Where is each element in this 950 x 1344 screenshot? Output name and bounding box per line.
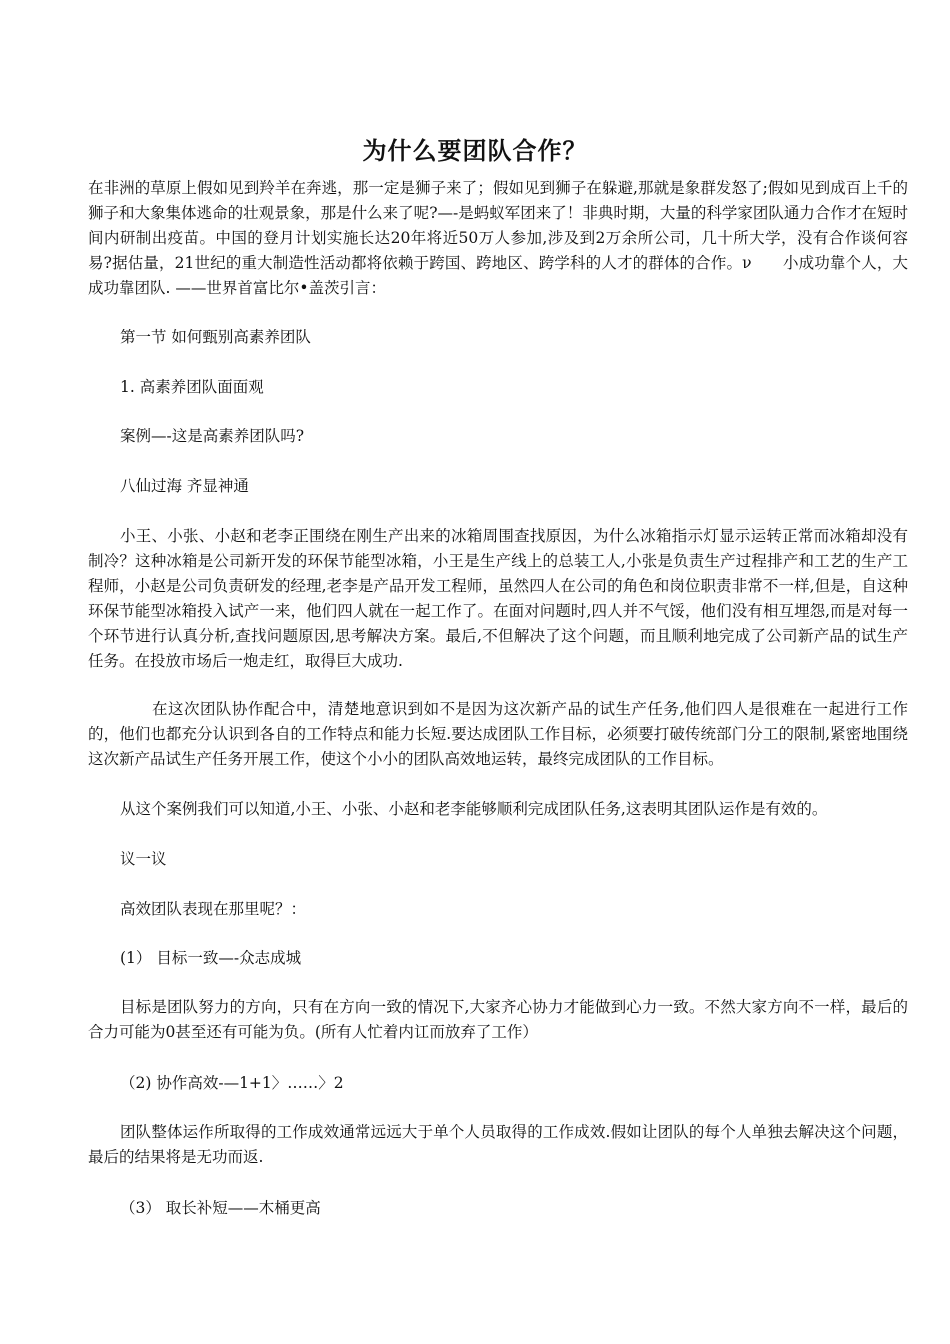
case-subheading: 八仙过海 齐显神通 [120,477,249,495]
question-line: 高效团队表现在那里呢？： [120,900,307,918]
point2-heading: （2) 协作高效-—1+1〉……〉2 [120,1074,344,1092]
intro-paragraph: 在非洲的草原上假如见到羚羊在奔逃，那一定是狮子来了；假如见到狮子在躲避,那就是象群发怒了;假如见到成百上千的狮子和大象集体逃命的壮观景象，那是什么来了呢?—-是蚂蚁军团来了！非典时期，大量的科学家团队通力合作才在短时间内研制出疫苗。中国的登月计划实施长达20年将近50万人参加,涉及到2万余所公司，几十所大学，没有合作谈何容易?据估量，21世纪的重大制造性活动都将依赖于跨国、跨地区、跨学科的人才的群体的合作。ν 小成功靠个人，大成功靠团队. ——世界首富比尔•盖茨引言： [88,179,908,297]
case-body-paragraph: 小王、小张、小赵和老李正围绕在刚生产出来的冰箱周围查找原因，为什么冰箱指示灯显示运转正常而冰箱却没有制冷？这种冰箱是公司新开发的环保节能型冰箱，小王是生产线上的总装工人,小张是负责生产过程排产和工艺的生产工程师，小赵是公司负责研发的经理,老李是产品开发工程师，虽然四人在公司的角色和岗位职责非常不一样,但是，自这种环保节能型冰箱投入试产一来，他们四人就在一起工作了。在面对问题时,四人并不气馁，他们没有相互埋怨,而是对每一个环节进行认真分析,查找问题原因,思考解决方案。最后,不但解决了这个问题，而且顺利地完成了公司新产品的试生产任务。在投放市场后一炮走红，取得巨大成功. [88,527,908,670]
discuss-heading: 议一议 [120,850,167,868]
case-heading: 案例—-这是高素养团队吗? [120,427,305,445]
point2-body: 团队整体运作所取得的工作成效通常远远大于单个人员取得的工作成效.假如让团队的每个人单独去解决这个问题，最后的结果将是无功而返. [88,1123,908,1166]
point1-heading: (1） 目标一致—-众志成城 [120,949,302,967]
point1-body: 目标是团队努力的方向，只有在方向一致的情况下,大家齐心协力才能做到心力一致。不然大家方向不一样，最后的合力可能为0甚至还有可能为负。(所有人忙着内讧而放弃了工作） [88,998,908,1041]
analysis-paragraph: 在这次团队协作配合中，清楚地意识到如不是因为这次新产品的试生产任务,他们四人是很难在一起进行工作的，他们也都充分认识到各自的工作特点和能力长短.要达成团队工作目标，必须要打破传统部门分工的限制,紧密地围绕这次新产品试生产任务开展工作，使这个小小的团队高效地运转，最终完成团队的工作目标。 [88,700,908,768]
conclusion-line: 从这个案例我们可以知道,小王、小张、小赵和老李能够顺利完成团队任务,这表明其团队运作是有效的。 [120,800,828,818]
section-heading: 第一节 如何甄别高素养团队 [120,328,311,346]
point3-heading: （3） 取长补短——木桶更高 [120,1199,321,1217]
document-title: 为什么要团队合作？ [362,137,588,165]
subsection-heading: 1. 高素养团队面面观 [120,378,264,396]
